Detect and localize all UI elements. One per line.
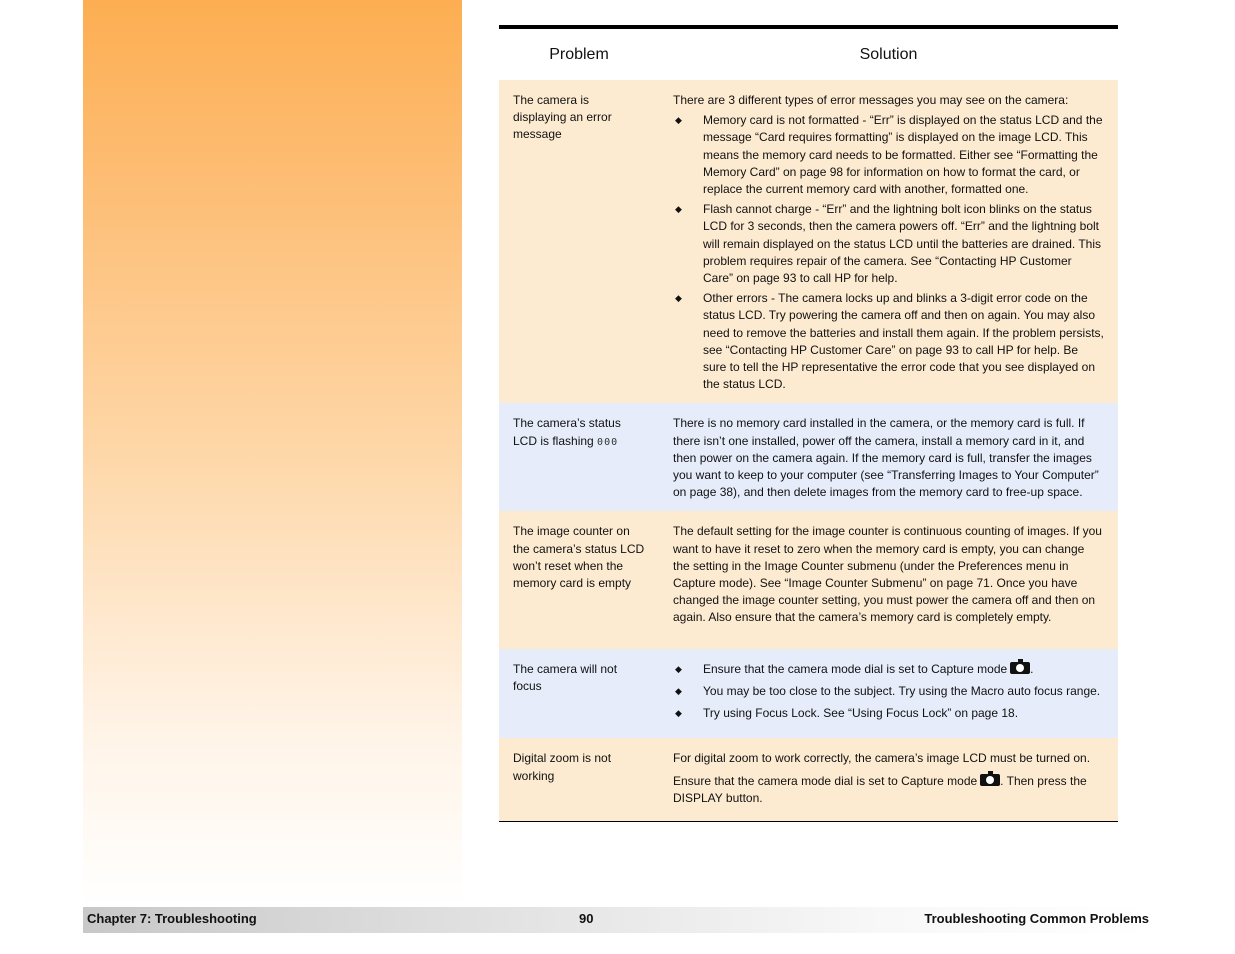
list-item: ◆ Flash cannot charge - “Err” and the lightning bolt icon blinks on the status LCD for 3 seconds, then the camera powers off. “Err” and the lightning bolt will remain displayed on the status LCD until the batteries are drained. This problem requires repair of the camera. See “Contacting HP Customer Care” on page 93 to call HP for help. [673,201,1104,287]
solution-cell [659,750,1118,807]
solution-cell: There is no memory card installed in the camera, or the memory card is full. If there isn’t one installed, power off the camera, install a memory card in it, and then power on the camera again. If the memory card is full, transfer the images you want to keep to your computer (see “Transferring Images to Your Computer” on page 38), and then delete images from the memory card to free-up space. [673,416,1099,500]
diamond-bullet-icon: ◆ [675,204,682,215]
troubleshooting-table [499,25,1118,822]
problem-cell: The camera’s status LCD is flashing 000 [513,416,621,448]
solution-cell: The default setting for the image counter is continuous counting of images. If you want to have it reset to zero when the memory card is empty, you can change the setting in the Image Counter submenu (under the Preferences menu in Capture mode). See “Image Counter Submenu” on page 71. Once you have changed the image counter setting, you must power the camera off and then on again. Also ensure that the camera’s memory card is completely empty. [673,524,1102,625]
solution-paragraph: For digital zoom to work correctly, the camera’s image LCD must be turned on. [673,751,1091,766]
problem-cell: The image counter on the camera’s status LCD won’t reset when the memory card is empty [513,524,645,591]
table-row [499,511,1118,648]
list-item: ◆ Try using Focus Lock. See “Using Focus Lock” on page 18. [673,705,1104,722]
solution-cell [659,661,1118,723]
list-item: ◆ Ensure that the camera mode dial is set to Capture mode . [673,661,1104,678]
solution-paragraph: Ensure that the camera mode dial is set to Capture mode . Then press the DISPLAY button. [673,773,1087,805]
diamond-bullet-icon: ◆ [675,685,682,696]
diamond-bullet-icon: ◆ [675,663,682,674]
table-row [499,738,1118,821]
diamond-bullet-icon: ◆ [675,708,682,719]
header-problem: Problem [549,45,609,63]
diamond-bullet-icon: ◆ [675,115,682,126]
table-row [499,80,1118,403]
camera-icon [1010,662,1030,674]
table-row [499,649,1118,739]
page-footer [83,907,1153,933]
table-row [499,403,1118,511]
diamond-bullet-icon: ◆ [675,293,682,304]
lcd-readout: 000 [597,436,619,448]
footer-chapter: Chapter 7: Troubleshooting [87,911,257,926]
table-header [499,29,1118,80]
list-item: ◆ Other errors - The camera locks up and blinks a 3-digit error code on the status LCD. Try powering the camera off and then on again. You may also need to remove the batteries and install them again. If the problem persists, see “Contacting HP Customer Care” on page 93 to call HP for help. Be sure to tell the HP representative the error code that you see displayed on the status LCD. [673,290,1104,393]
solution-intro: There are 3 different types of error messages you may see on the camera: [673,93,1069,107]
footer-page-number: 90 [579,911,594,926]
footer-section: Troubleshooting Common Problems [924,911,1149,926]
list-item: ◆ You may be too close to the subject. Try using the Macro auto focus range. [673,683,1104,700]
table-bottom-rule [499,821,1118,822]
problem-cell: The camera will not focus [513,661,618,693]
solution-cell [659,92,1118,393]
list-item: ◆ Memory card is not formatted - “Err” is displayed on the status LCD and the message “Card requires formatting” is displayed on the image LCD. This means the memory card needs to be formatted. Either see “Formatting the Memory Card” on page 98 for information on how to format the card, or replace the current memory card with another, formatted one. [673,112,1104,198]
decorative-sidebar [83,0,462,907]
camera-icon [980,774,1000,786]
problem-cell: The camera is displaying an error message [513,93,612,142]
problem-cell: Digital zoom is not working [513,751,612,783]
header-solution: Solution [859,45,918,63]
